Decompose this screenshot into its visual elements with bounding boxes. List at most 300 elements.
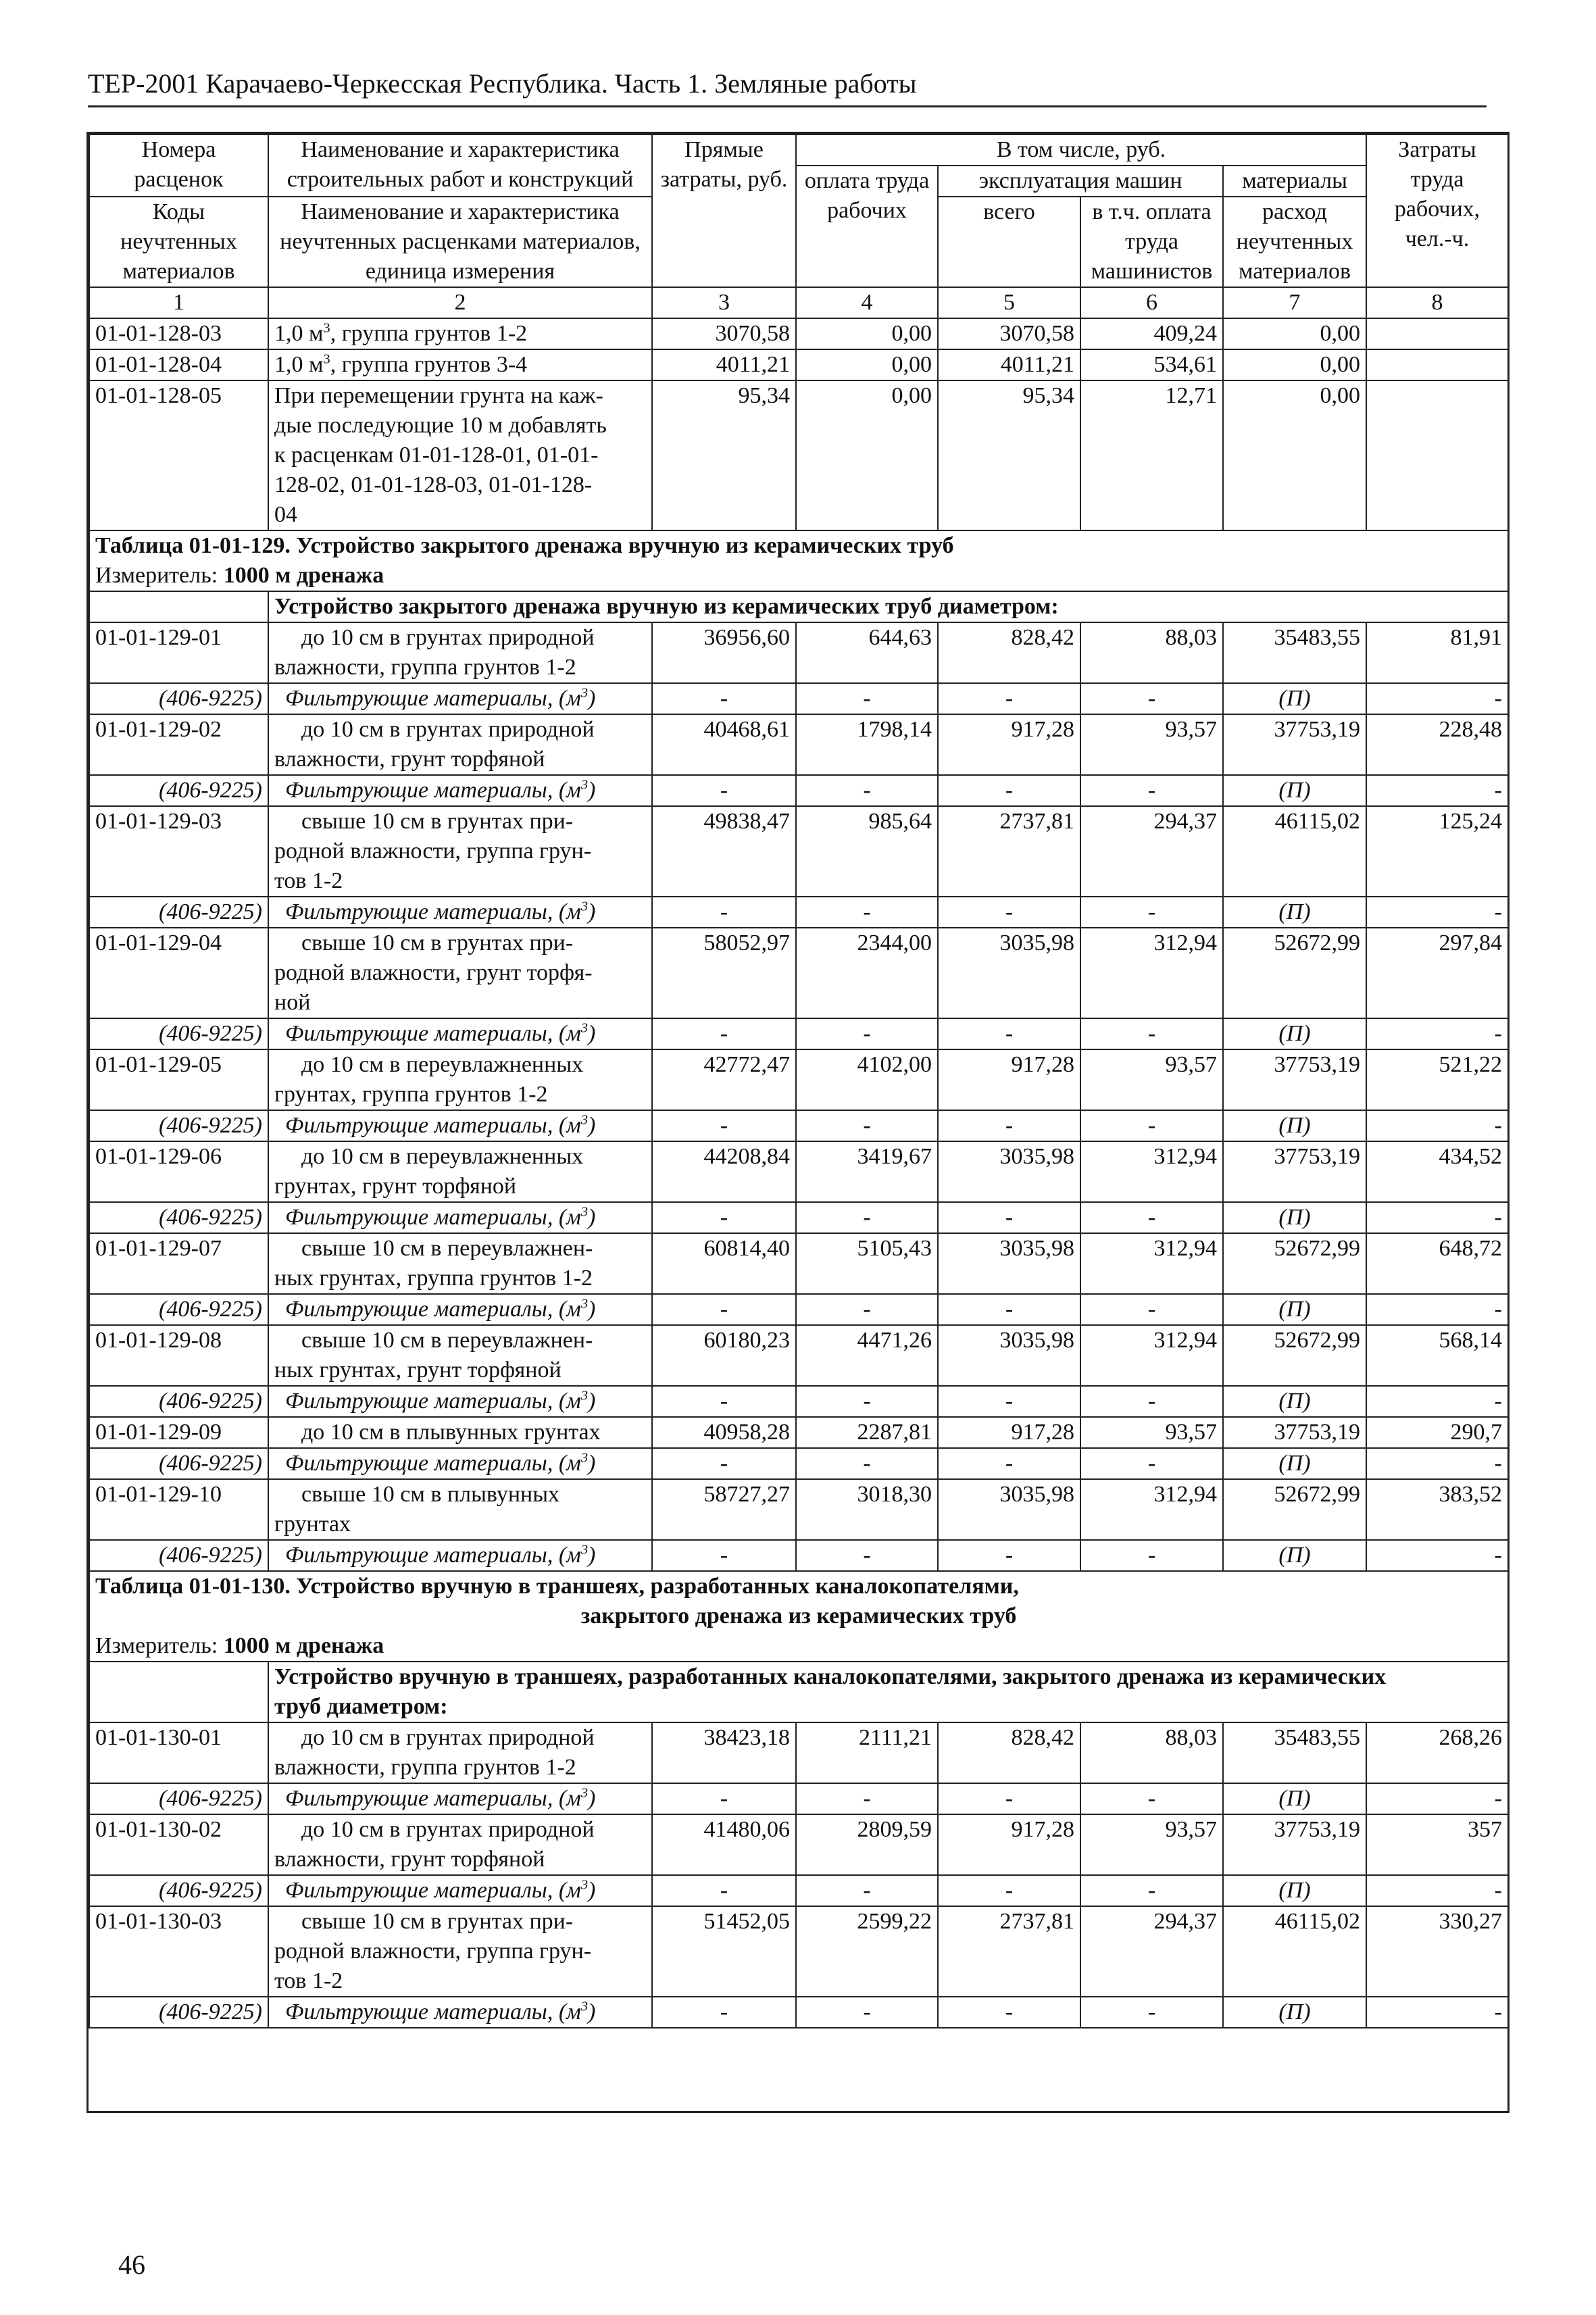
material-row: [89, 1386, 1508, 1417]
col-number: 1: [89, 287, 268, 318]
page-header: [88, 68, 1487, 107]
wage: 2287,81: [796, 1417, 938, 1448]
direct-costs: -: [652, 897, 796, 928]
labor: 297,84: [1366, 928, 1508, 1018]
material-name: Фильтрующие материалы, $(м^3)$: [268, 1386, 652, 1417]
direct-costs: -: [652, 1540, 796, 1571]
direct-costs: 58052,97: [652, 928, 796, 1018]
machines-total: 917,28: [938, 1049, 1080, 1110]
labor: -: [1366, 1783, 1508, 1814]
table-129-title: Таблица 01-01-129. Устройство закрытого дренажа вручную из керамических труб: [89, 530, 1508, 561]
labor: 81,91: [1366, 622, 1508, 683]
wage: 5105,43: [796, 1233, 938, 1294]
machinist-wage: 409,24: [1080, 318, 1223, 349]
machines-total: -: [938, 1294, 1080, 1325]
labor: [1366, 349, 1508, 380]
group-row: [89, 1662, 1508, 1722]
materials: 52672,99: [1223, 1233, 1366, 1294]
materials: 37753,19: [1223, 1417, 1366, 1448]
col-header-material-expense: расход неучтенных материалов: [1223, 197, 1366, 287]
table-row: [89, 1233, 1508, 1294]
materials: (П): [1223, 1783, 1366, 1814]
materials: 37753,19: [1223, 1049, 1366, 1110]
labor: 330,27: [1366, 1906, 1508, 1997]
wage: 2344,00: [796, 928, 938, 1018]
work-name: При перемещении грунта на каж- дые последующие 10 м добавлять к расценкам 01-01-128-01, 01-01- 128-02, 01-01-128-03, 01-01-128- 04: [268, 380, 652, 530]
table-row: [89, 714, 1508, 775]
machines-total: 4011,21: [938, 349, 1080, 380]
machinist-wage: 534,61: [1080, 349, 1223, 380]
table-row: [89, 1417, 1508, 1448]
material-code: (406-9225): [89, 1540, 268, 1571]
col-header-direct-costs: Прямые затраты, руб.: [652, 134, 796, 287]
machines-total: -: [938, 1540, 1080, 1571]
direct-costs: 42772,47: [652, 1049, 796, 1110]
materials: (П): [1223, 1294, 1366, 1325]
labor: 568,14: [1366, 1325, 1508, 1386]
col-header-material-name: Наименование и характеристика неучтенных расценками материалов, единица измерения: [268, 197, 652, 287]
machinist-wage: 312,94: [1080, 1325, 1223, 1386]
labor: 228,48: [1366, 714, 1508, 775]
table-row: [89, 1325, 1508, 1386]
direct-costs: -: [652, 1783, 796, 1814]
direct-costs: 44208,84: [652, 1141, 796, 1202]
labor: -: [1366, 897, 1508, 928]
machinist-wage: -: [1080, 1783, 1223, 1814]
rate-code: 01-01-130-02: [89, 1814, 268, 1875]
machinist-wage: -: [1080, 1294, 1223, 1325]
page-header-title: ТЕР-2001 Карачаево-Черкесская Республика. Часть 1. Земляные работы: [88, 68, 917, 99]
wage: 2599,22: [796, 1906, 938, 1997]
material-code: (406-9225): [89, 1448, 268, 1479]
table-row: [89, 622, 1508, 683]
work-name: свыше 10 см в переувлажнен- ных грунтах, грунт торфяной: [268, 1325, 652, 1386]
work-name: до 10 см в плывунных грунтах: [268, 1417, 652, 1448]
labor: 383,52: [1366, 1479, 1508, 1540]
labor: -: [1366, 1202, 1508, 1233]
machines-total: 3035,98: [938, 1325, 1080, 1386]
direct-costs: 3070,58: [652, 318, 796, 349]
labor: -: [1366, 775, 1508, 806]
work-name: свыше 10 см в грунтах при- родной влажности, группа грун- тов 1-2: [268, 1906, 652, 1997]
table-130-title: Таблица 01-01-130. Устройство вручную в траншеях, разработанных каналокопателями, закрытого дренажа из керамических труб: [89, 1571, 1508, 1631]
wage: -: [796, 683, 938, 714]
labor: [1366, 380, 1508, 530]
machines-total: -: [938, 775, 1080, 806]
labor: -: [1366, 1110, 1508, 1141]
material-code: (406-9225): [89, 1386, 268, 1417]
rate-code: 01-01-129-02: [89, 714, 268, 775]
materials: 37753,19: [1223, 714, 1366, 775]
rates-table: [89, 134, 1509, 2028]
machines-total: 2737,81: [938, 1906, 1080, 1997]
machinist-wage: 12,71: [1080, 380, 1223, 530]
materials: (П): [1223, 1110, 1366, 1141]
work-name: до 10 см в грунтах природной влажности, грунт торфяной: [268, 1814, 652, 1875]
direct-costs: -: [652, 1386, 796, 1417]
materials: 35483,55: [1223, 1722, 1366, 1783]
direct-costs: -: [652, 1202, 796, 1233]
materials: 37753,19: [1223, 1141, 1366, 1202]
material-code: (406-9225): [89, 1294, 268, 1325]
material-row: [89, 1997, 1508, 2028]
materials: (П): [1223, 775, 1366, 806]
machinist-wage: -: [1080, 1018, 1223, 1049]
table-title-row: [89, 1571, 1508, 1631]
col-header-machinist-wage: в т.ч. оплата труда машинистов: [1080, 197, 1223, 287]
material-row: [89, 1202, 1508, 1233]
machines-total: 3035,98: [938, 928, 1080, 1018]
material-row: [89, 1448, 1508, 1479]
labor: 648,72: [1366, 1233, 1508, 1294]
material-name: Фильтрующие материалы, $(м^3)$: [268, 683, 652, 714]
wage: -: [796, 1202, 938, 1233]
material-row: [89, 1875, 1508, 1906]
work-name: свыше 10 см в грунтах при- родной влажности, грунт торфя- ной: [268, 928, 652, 1018]
col-number: 5: [938, 287, 1080, 318]
direct-costs: -: [652, 1110, 796, 1141]
direct-costs: 38423,18: [652, 1722, 796, 1783]
table-130-measure: Измеритель: 1000 м дренажа: [89, 1631, 1508, 1662]
direct-costs: 49838,47: [652, 806, 796, 897]
col-number: 6: [1080, 287, 1223, 318]
labor: -: [1366, 1448, 1508, 1479]
wage: 3419,67: [796, 1141, 938, 1202]
labor: -: [1366, 1875, 1508, 1906]
material-row: [89, 683, 1508, 714]
table-row: [89, 349, 1508, 380]
machines-total: 2737,81: [938, 806, 1080, 897]
direct-costs: -: [652, 1448, 796, 1479]
rate-code: 01-01-128-03: [89, 318, 268, 349]
direct-costs: 40958,28: [652, 1417, 796, 1448]
table-130-group: Устройство вручную в траншеях, разработанных каналокопателями, закрытого дренажа из керамических труб диаметром:: [268, 1662, 1508, 1722]
materials: (П): [1223, 1448, 1366, 1479]
table-row: [89, 928, 1508, 1018]
table-row: [89, 806, 1508, 897]
wage: -: [796, 1294, 938, 1325]
labor: -: [1366, 1540, 1508, 1571]
machines-total: -: [938, 1783, 1080, 1814]
work-name: до 10 см в переувлажненных грунтах, грунт торфяной: [268, 1141, 652, 1202]
page-number: 46: [118, 2249, 145, 2280]
machinist-wage: 312,94: [1080, 928, 1223, 1018]
machines-total: -: [938, 1110, 1080, 1141]
material-code: (406-9225): [89, 775, 268, 806]
wage: -: [796, 897, 938, 928]
wage: -: [796, 1110, 938, 1141]
col-header-work-name: Наименование и характеристика строительных работ и конструкций: [268, 134, 652, 197]
labor: [1366, 318, 1508, 349]
wage: -: [796, 775, 938, 806]
rate-code: 01-01-128-05: [89, 380, 268, 530]
machinist-wage: 312,94: [1080, 1479, 1223, 1540]
materials: (П): [1223, 1018, 1366, 1049]
col-header-machines: эксплуатация машин: [938, 166, 1223, 197]
materials: (П): [1223, 1540, 1366, 1571]
labor: 357: [1366, 1814, 1508, 1875]
materials: 0,00: [1223, 349, 1366, 380]
material-code: (406-9225): [89, 1018, 268, 1049]
material-name: Фильтрующие материалы, $(м^3)$: [268, 1294, 652, 1325]
machinist-wage: 88,03: [1080, 1722, 1223, 1783]
material-code: (406-9225): [89, 897, 268, 928]
machines-total: -: [938, 1875, 1080, 1906]
wage: 3018,30: [796, 1479, 938, 1540]
materials: (П): [1223, 1997, 1366, 2028]
direct-costs: -: [652, 1018, 796, 1049]
rates-sheet: [86, 132, 1510, 2113]
labor: -: [1366, 1997, 1508, 2028]
materials: 0,00: [1223, 380, 1366, 530]
table-row: [89, 318, 1508, 349]
rate-code: 01-01-129-07: [89, 1233, 268, 1294]
machinist-wage: -: [1080, 897, 1223, 928]
col-number: 3: [652, 287, 796, 318]
table-row: [89, 1722, 1508, 1783]
header-row-1: [89, 134, 1508, 166]
machinist-wage: -: [1080, 683, 1223, 714]
table-row: [89, 1049, 1508, 1110]
work-name: до 10 см в грунтах природной влажности, грунт торфяной: [268, 714, 652, 775]
machines-total: 3070,58: [938, 318, 1080, 349]
materials: 35483,55: [1223, 622, 1366, 683]
machinist-wage: 93,57: [1080, 714, 1223, 775]
material-code: (406-9225): [89, 1202, 268, 1233]
rate-code: 01-01-129-08: [89, 1325, 268, 1386]
machinist-wage: 93,57: [1080, 1049, 1223, 1110]
work-name: до 10 см в грунтах природной влажности, группа грунтов 1-2: [268, 1722, 652, 1783]
work-name: 1,0 $м^3$, группа грунтов 3-4: [268, 349, 652, 380]
labor: 290,7: [1366, 1417, 1508, 1448]
labor: -: [1366, 683, 1508, 714]
wage: 1798,14: [796, 714, 938, 775]
col-header-wage: оплата труда рабочих: [796, 166, 938, 287]
wage: -: [796, 1386, 938, 1417]
labor: 268,26: [1366, 1722, 1508, 1783]
wage: 0,00: [796, 349, 938, 380]
materials: 46115,02: [1223, 806, 1366, 897]
machines-total: -: [938, 1018, 1080, 1049]
wage: -: [796, 1783, 938, 1814]
machines-total: -: [938, 1997, 1080, 2028]
material-code: (406-9225): [89, 683, 268, 714]
material-code: (406-9225): [89, 1110, 268, 1141]
table-130-body: [89, 1722, 1508, 2028]
machinist-wage: 93,57: [1080, 1814, 1223, 1875]
rate-code: 01-01-129-03: [89, 806, 268, 897]
work-name: свыше 10 см в грунтах при- родной влажности, группа грун- тов 1-2: [268, 806, 652, 897]
table-129-body: [89, 622, 1508, 1571]
col-header-material-codes: Коды неучтенных материалов: [89, 197, 268, 287]
rate-code: 01-01-129-04: [89, 928, 268, 1018]
material-name: Фильтрующие материалы, $(м^3)$: [268, 1875, 652, 1906]
machinist-wage: -: [1080, 1110, 1223, 1141]
direct-costs: -: [652, 1294, 796, 1325]
table-129-measure: Измеритель: 1000 м дренажа: [89, 561, 1508, 591]
machines-total: 3035,98: [938, 1141, 1080, 1202]
material-code: (406-9225): [89, 1997, 268, 2028]
col-header-materials: материалы: [1223, 166, 1366, 197]
wage: 2111,21: [796, 1722, 938, 1783]
direct-costs: 41480,06: [652, 1814, 796, 1875]
labor: 521,22: [1366, 1049, 1508, 1110]
wage: -: [796, 1018, 938, 1049]
labor: 125,24: [1366, 806, 1508, 897]
machines-total: 828,42: [938, 1722, 1080, 1783]
machines-total: 917,28: [938, 1417, 1080, 1448]
wage: 2809,59: [796, 1814, 938, 1875]
material-row: [89, 775, 1508, 806]
materials: 37753,19: [1223, 1814, 1366, 1875]
machinist-wage: -: [1080, 1202, 1223, 1233]
table-row: [89, 380, 1508, 530]
wage: 0,00: [796, 318, 938, 349]
material-name: Фильтрующие материалы, $(м^3)$: [268, 1540, 652, 1571]
machinist-wage: 294,37: [1080, 806, 1223, 897]
materials: (П): [1223, 897, 1366, 928]
materials: 46115,02: [1223, 1906, 1366, 1997]
col-number: 8: [1366, 287, 1508, 318]
machines-total: 3035,98: [938, 1479, 1080, 1540]
direct-costs: 60814,40: [652, 1233, 796, 1294]
direct-costs: 40468,61: [652, 714, 796, 775]
labor: -: [1366, 1018, 1508, 1049]
machines-total: -: [938, 897, 1080, 928]
table-row: [89, 1141, 1508, 1202]
wage: -: [796, 1448, 938, 1479]
machines-total: 917,28: [938, 1814, 1080, 1875]
labor: -: [1366, 1294, 1508, 1325]
wage: 644,63: [796, 622, 938, 683]
direct-costs: 60180,23: [652, 1325, 796, 1386]
direct-costs: -: [652, 1997, 796, 2028]
rate-code: 01-01-129-05: [89, 1049, 268, 1110]
wage: 985,64: [796, 806, 938, 897]
machinist-wage: 93,57: [1080, 1417, 1223, 1448]
work-name: свыше 10 см в плывунных грунтах: [268, 1479, 652, 1540]
materials: 52672,99: [1223, 1479, 1366, 1540]
work-name: до 10 см в грунтах природной влажности, группа грунтов 1-2: [268, 622, 652, 683]
wage: 4471,26: [796, 1325, 938, 1386]
machinist-wage: -: [1080, 1997, 1223, 2028]
wage: -: [796, 1875, 938, 1906]
wage: 0,00: [796, 380, 938, 530]
direct-costs: 58727,27: [652, 1479, 796, 1540]
col-header-labor: Затраты труда рабочих, чел.-ч.: [1366, 134, 1508, 287]
machines-total: -: [938, 1202, 1080, 1233]
wage: -: [796, 1997, 938, 2028]
direct-costs: -: [652, 1875, 796, 1906]
material-name: Фильтрующие материалы, $(м^3)$: [268, 897, 652, 928]
rate-code: 01-01-129-09: [89, 1417, 268, 1448]
machinist-wage: 312,94: [1080, 1141, 1223, 1202]
material-name: Фильтрующие материалы, $(м^3)$: [268, 1783, 652, 1814]
direct-costs: 4011,21: [652, 349, 796, 380]
material-name: Фильтрующие материалы, $(м^3)$: [268, 1448, 652, 1479]
machines-total: 95,34: [938, 380, 1080, 530]
work-name: до 10 см в переувлажненных грунтах, группа грунтов 1-2: [268, 1049, 652, 1110]
material-code: (406-9225): [89, 1783, 268, 1814]
table-title-row: [89, 530, 1508, 561]
machines-total: 3035,98: [938, 1233, 1080, 1294]
material-name: Фильтрующие материалы, $(м^3)$: [268, 1997, 652, 2028]
table-row: [89, 1814, 1508, 1875]
rate-code: 01-01-129-10: [89, 1479, 268, 1540]
material-name: Фильтрующие материалы, $(м^3)$: [268, 775, 652, 806]
column-numbers-row: [89, 287, 1508, 318]
measure-row: [89, 561, 1508, 591]
machinist-wage: -: [1080, 1875, 1223, 1906]
machinist-wage: -: [1080, 775, 1223, 806]
machinist-wage: 312,94: [1080, 1233, 1223, 1294]
material-name: Фильтрующие материалы, $(м^3)$: [268, 1202, 652, 1233]
material-row: [89, 897, 1508, 928]
material-row: [89, 1294, 1508, 1325]
rate-code: 01-01-130-03: [89, 1906, 268, 1997]
machinist-wage: -: [1080, 1540, 1223, 1571]
work-name: свыше 10 см в переувлажнен- ных грунтах, группа грунтов 1-2: [268, 1233, 652, 1294]
material-row: [89, 1110, 1508, 1141]
machines-total: -: [938, 1448, 1080, 1479]
rate-code: 01-01-130-01: [89, 1722, 268, 1783]
materials: 52672,99: [1223, 928, 1366, 1018]
measure-row: [89, 1631, 1508, 1662]
materials: 0,00: [1223, 318, 1366, 349]
materials: (П): [1223, 1386, 1366, 1417]
rate-code: 01-01-129-01: [89, 622, 268, 683]
machinist-wage: 294,37: [1080, 1906, 1223, 1997]
col-header-rate-numbers: Номера расценок: [89, 134, 268, 197]
table-129-group: Устройство закрытого дренажа вручную из керамических труб диаметром:: [268, 591, 1508, 622]
machines-total: -: [938, 1386, 1080, 1417]
direct-costs: -: [652, 683, 796, 714]
col-number: 7: [1223, 287, 1366, 318]
table-row: [89, 1479, 1508, 1540]
materials: (П): [1223, 1202, 1366, 1233]
direct-costs: 95,34: [652, 380, 796, 530]
col-number: 2: [268, 287, 652, 318]
wage: 4102,00: [796, 1049, 938, 1110]
direct-costs: 36956,60: [652, 622, 796, 683]
direct-costs: 51452,05: [652, 1906, 796, 1997]
materials: (П): [1223, 1875, 1366, 1906]
work-name: 1,0 $м^3$, группа грунтов 1-2: [268, 318, 652, 349]
materials: 52672,99: [1223, 1325, 1366, 1386]
material-row: [89, 1540, 1508, 1571]
material-name: Фильтрующие материалы, $(м^3)$: [268, 1018, 652, 1049]
material-code: (406-9225): [89, 1875, 268, 1906]
labor: -: [1366, 1386, 1508, 1417]
material-row: [89, 1018, 1508, 1049]
wage: -: [796, 1540, 938, 1571]
material-row: [89, 1783, 1508, 1814]
group-row: [89, 591, 1508, 622]
col-header-machines-total: всего: [938, 197, 1080, 287]
machinist-wage: 88,03: [1080, 622, 1223, 683]
machinist-wage: -: [1080, 1448, 1223, 1479]
col-number: 4: [796, 287, 938, 318]
machines-total: -: [938, 683, 1080, 714]
direct-costs: -: [652, 775, 796, 806]
rate-code: 01-01-129-06: [89, 1141, 268, 1202]
labor: 434,52: [1366, 1141, 1508, 1202]
materials: (П): [1223, 683, 1366, 714]
machinist-wage: -: [1080, 1386, 1223, 1417]
table-row: [89, 1906, 1508, 1997]
col-header-including: В том числе, руб.: [796, 134, 1366, 166]
material-name: Фильтрующие материалы, $(м^3)$: [268, 1110, 652, 1141]
